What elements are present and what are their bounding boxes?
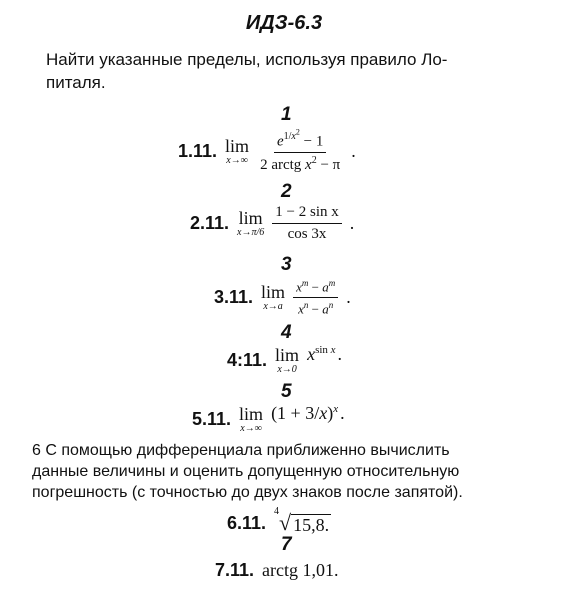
- problem-label: 4:11.: [227, 350, 268, 370]
- limit-operator: lim x→0: [275, 345, 300, 375]
- task6-line-1: 6 С помощью дифференциала приближенно вычислить: [32, 442, 450, 459]
- problem-label: 5.11.: [192, 409, 232, 429]
- problem-2: 2.11. lim x→π/6 $\frac{\text{1 − 2 sin x}}{\cos 3x}$ .: [190, 204, 355, 242]
- section-number-4: 4: [281, 322, 292, 343]
- problem-4: 4:11. lim x→0 $x^{sin x}$ .: [227, 344, 343, 375]
- intro-line-2: питаля.: [46, 73, 106, 92]
- section-number-1: 1: [281, 104, 292, 125]
- problem-label: 7.11.: [215, 560, 255, 580]
- limit-fraction: $\frac{\text{1 − 2 sin x}}{\cos 3x}$: [272, 204, 341, 243]
- problem-label: 2.11.: [190, 213, 230, 233]
- fourth-root-expression: [274, 506, 331, 536]
- section-number-7: 7: [281, 534, 292, 555]
- root-index: 4: [274, 506, 280, 517]
- section-number-2: 2: [281, 181, 292, 202]
- problem-3: 3.11. lim x→a $\frac{x^m - a^m}{x^n - a^n}$ .: [214, 278, 351, 317]
- section-number-3: 3: [281, 254, 292, 275]
- problem-expression: arctg 1,01.: [262, 560, 339, 580]
- problem-label: 3.11.: [214, 287, 254, 308]
- limit-expression: $(1 + 3/x)^x$: [271, 403, 339, 423]
- problem-label: 1.11.: [178, 140, 218, 161]
- limit-expression: $x^{sin x}$: [307, 344, 336, 364]
- document-title: ИДЗ-6.3: [245, 12, 323, 34]
- problem-1: 1.11. lim x→∞ $\frac{e^{1/x^2} - 1}{2 arctg x^2 - \pi}$ .: [178, 128, 356, 174]
- limit-fraction: $\frac{x^m - a^m}{x^n - a^n}$: [293, 278, 338, 318]
- limit-fraction: $\frac{e^{1/x^2} - 1}{2 arctg x^2 - \pi}$: [260, 128, 341, 174]
- task6-line-2: данные величины и оценить допущенную относительную: [32, 463, 460, 480]
- limit-operator: lim x→∞: [225, 135, 250, 166]
- problem-label: 6.11.: [227, 512, 267, 533]
- intro-line-1: Найти указанные пределы, используя правило Ло-: [46, 50, 448, 69]
- section-number-5: 5: [281, 381, 292, 402]
- radicand: 15,8.: [293, 515, 330, 535]
- radical-sign: √: [279, 510, 292, 535]
- limit-operator: lim x→π/6: [237, 208, 265, 238]
- problem-6: [227, 506, 331, 536]
- limit-operator: lim x→∞: [239, 404, 264, 434]
- limit-operator: lim x→a: [261, 282, 286, 313]
- task6-line-3: погрешность (с точностью до двух знаков после запятой).: [32, 484, 463, 501]
- problem-7: [215, 560, 339, 581]
- problem-5: 5.11. lim x→∞ $(1 + 3/x)^x$ .: [192, 403, 345, 434]
